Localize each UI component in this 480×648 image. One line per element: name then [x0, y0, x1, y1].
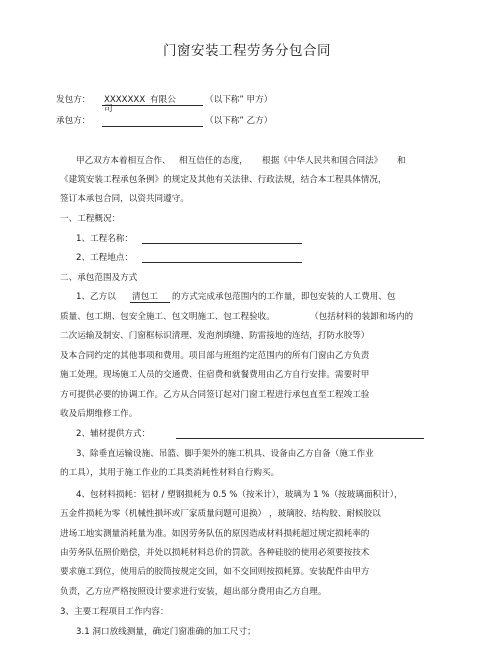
- tools-line-2: 的工具），其用于施工作业的工具类消耗性材料自行购买。: [60, 468, 280, 478]
- party-a-underline: [102, 105, 203, 106]
- project-place-label: 2、工程地点：: [76, 253, 134, 263]
- scope-line-4: 及本合同约定的其他事项和费用。项目部与班组约定范围内的所有门窗由乙方负责: [60, 351, 370, 361]
- intro-line-3: 签订本承包合同，以资共同遵守。: [60, 194, 189, 204]
- tools-line-1: 3、除垂直运输设施、吊篮、脚手架外的施工机具、设备由乙方自备（施工作业: [76, 449, 374, 459]
- section-1-heading: 一、工程概况：: [60, 214, 121, 224]
- party-a-label: 发包方：: [56, 95, 91, 105]
- section-3-heading: 3、主要工程项目工作内容：: [60, 607, 169, 617]
- intro-line-2: 《建筑安装工程承包条例》的规定及其他有关法律、行政法规，结合本工程具体情况，: [60, 175, 387, 185]
- loss-line-5: 要求施工到位，使用后的胶筒按规定交回，如不交回则按损耗算。安装配件由甲方: [60, 567, 370, 577]
- party-b-underline: [102, 126, 203, 127]
- project-name-label: 1、工程名称：: [76, 234, 134, 244]
- party-a-note: （以下称” 甲方）: [205, 95, 273, 105]
- loss-line-3: 进场工地实测量消耗量为准。如因劳务队伍的原因造成材料损耗超过规定损耗率的: [60, 529, 370, 539]
- scope-method-underline: [130, 302, 170, 303]
- scope-line-1b: 清包工: [132, 292, 158, 302]
- scope-line-3: 二次运输及制安、门窗框标识清理、发泡剂填缝、防雷接地的连结，打防水胶等）: [60, 331, 370, 341]
- scope-line-1c: 的方式完成承包范围内的工作量，即包安装的人工费用、包: [172, 292, 396, 302]
- party-a-name: XXXXXXX: [104, 95, 146, 105]
- scope-line-1a: 1、乙方以: [76, 292, 116, 302]
- intro-line-1d: 和: [397, 156, 406, 166]
- work-item-3-1: 3.1 洞口放线测量，确定门窗准确的加工尺寸；: [76, 627, 256, 637]
- loss-line-1: 4、包材料损耗：铝材 / 塑钢损耗为 0.5 %（按米计），玻璃为 1 %（按玻璃面积计），: [76, 490, 403, 500]
- scope-line-5: 施工处理。现场施工人员的交通费、住宿费和就餐费用由乙方自行安排。需要时甲: [60, 370, 370, 380]
- document-title: 门窗安装工程劳务分包合同: [163, 43, 331, 59]
- auxiliary-material-label: 2、辅材提供方式：: [76, 429, 151, 439]
- scope-line-6: 方可提供必要的协调工作。乙方从合同签订起对门窗工程进行承包直至工程竣工验: [60, 390, 370, 400]
- loss-line-2: 五金件损耗为零（机械性損坏或厂家质量问题可退换） ，玻璃胶、结构胶、耐候胶以: [60, 509, 381, 519]
- loss-line-4: 由劳务队伍照价赔偿，并处以损耗材料总价的罚款。各种硅胶的使用必须要按技术: [60, 548, 370, 558]
- scope-line-2b: （包括材料的装卸和场内的: [310, 312, 414, 322]
- party-b-label: 承包方：: [56, 116, 91, 126]
- project-name-blank: [142, 243, 302, 244]
- party-b-note: （以下称” 乙方）: [205, 116, 273, 126]
- loss-line-6: 负责，乙方应严格按照设计要求进行安装，超出部分费用由乙方自理。: [60, 587, 327, 597]
- scope-line-2a: 质量、包工期、包安全施工、包文明施工、包工程验收。: [60, 312, 275, 322]
- party-a-name-suffix: 有限公: [150, 95, 176, 105]
- intro-line-1b: 相互信任的态度，: [179, 156, 248, 166]
- intro-line-1a: 甲乙双方本着相互合作、: [76, 156, 171, 166]
- project-place-blank: [142, 262, 302, 263]
- intro-line-1c: 根据《中华人民共和国合同法》: [262, 156, 383, 166]
- scope-line-7: 收及后期维修工作。: [60, 409, 138, 419]
- auxiliary-material-blank: [176, 438, 424, 439]
- party-a-name-wrap: 司: [104, 104, 113, 114]
- section-2-heading: 二、承包范围及方式: [60, 273, 138, 283]
